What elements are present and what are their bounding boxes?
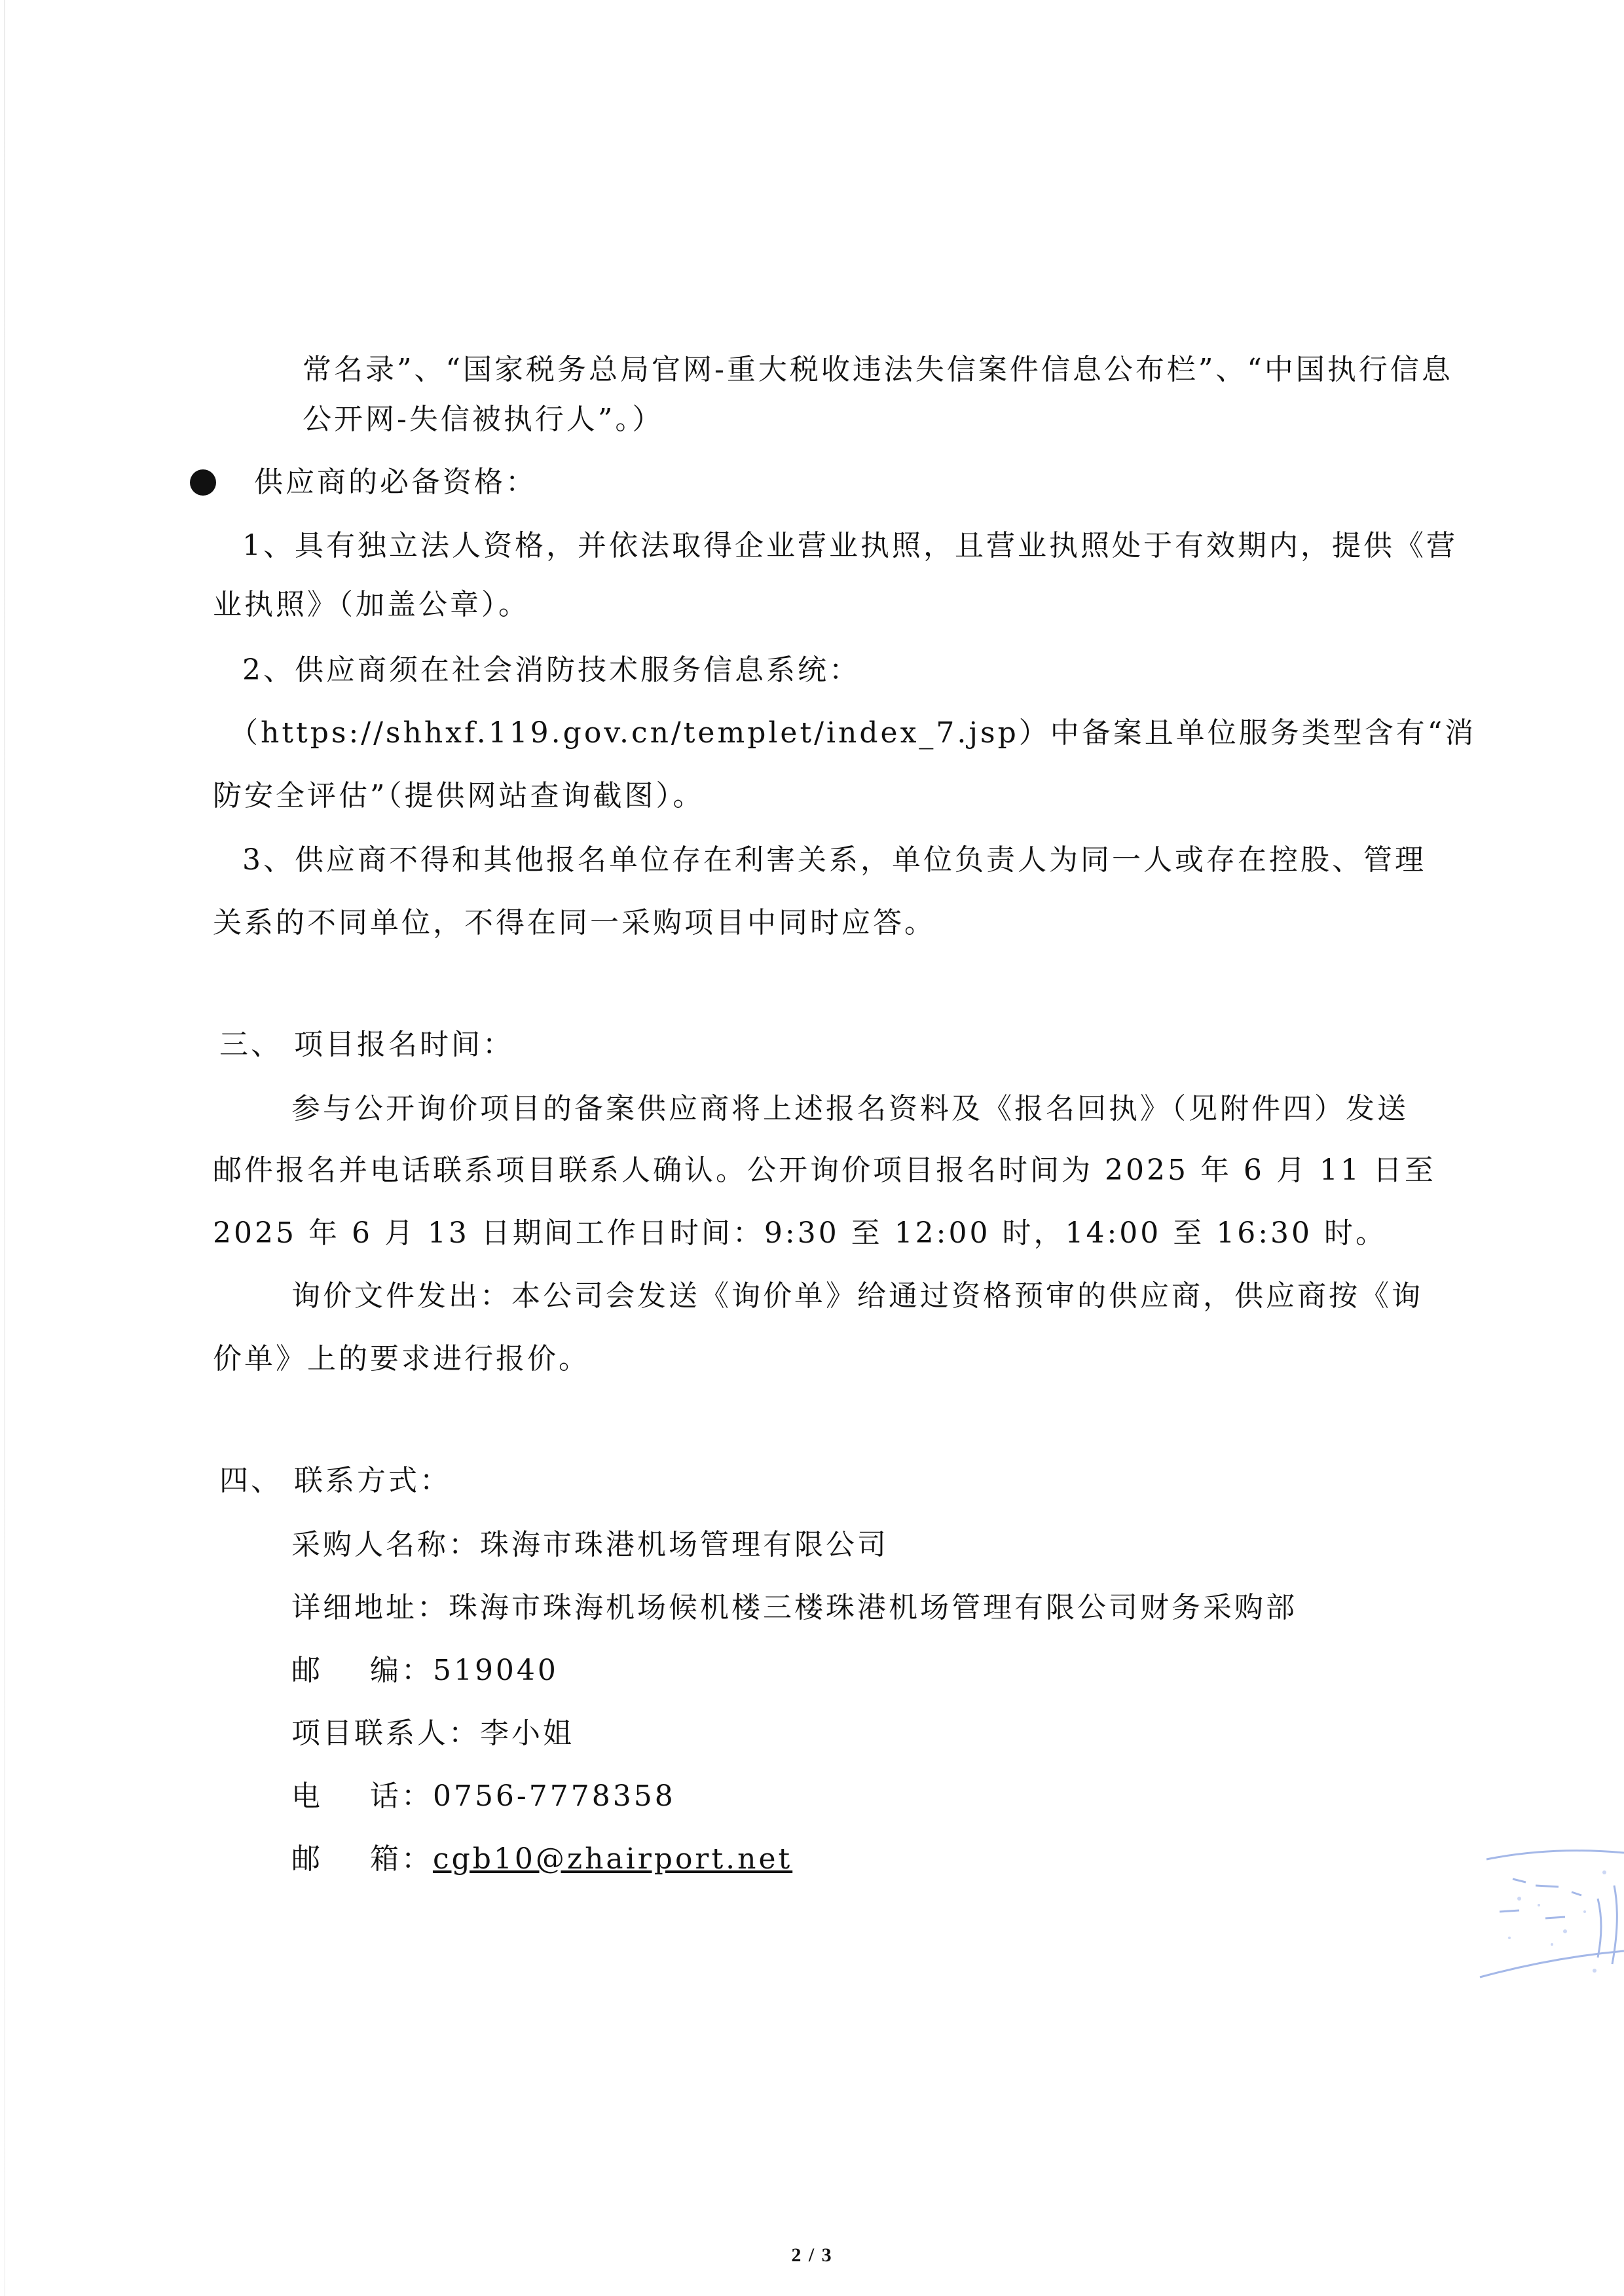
phone-label: 电 话： <box>291 1779 433 1813</box>
postcode-label: 邮 编： <box>291 1654 433 1687</box>
requirements-heading: 供应商的必备资格： <box>254 465 537 499</box>
requirement-2-line-2: （https://shhxf.119.gov.cn/templet/index_7.jsp）中备案且单位服务类型含有“消 <box>229 716 1477 750</box>
section-3-heading: 三、 项目报名时间： <box>219 1028 514 1061</box>
seal-stamp-partial <box>1473 1833 1624 2003</box>
postcode-row <box>291 1651 559 1690</box>
continued-text-line-1: 常名录”、“国家税务总局官网-重大税收违法失信案件信息公布栏”、“中国执行信息 <box>303 353 1453 386</box>
continued-text-line-2: 公开网-失信被执行人”。） <box>303 403 664 436</box>
phone-value: 0756-7778358 <box>432 1779 676 1813</box>
section-3-paragraph-1-line-3: 2025 年 6 月 13 日期间工作日时间：9:30 至 12:00 时，14:00 至 16:30 时。 <box>213 1216 1388 1250</box>
section-3-paragraph-2-line-2: 价单》上的要求进行报价。 <box>213 1342 590 1376</box>
phone-row <box>291 1777 676 1816</box>
requirement-3-line-1: 3、供应商不得和其他报名单位存在利害关系，单位负责人为同一人或存在控股、管理 <box>242 843 1426 877</box>
email-label: 邮 箱： <box>291 1842 433 1876</box>
requirement-3-line-2: 关系的不同单位，不得在同一采购项目中同时应答。 <box>213 906 936 939</box>
page-number: 2 / 3 <box>791 2244 833 2266</box>
requirement-1-line-1: 1、具有独立法人资格，并依法取得企业营业执照，且营业执照处于有效期内，提供《营 <box>242 529 1458 562</box>
section-4-heading: 四、 联系方式： <box>219 1464 451 1497</box>
section-3-paragraph-2-line-1: 询价文件发出：本公司会发送《询价单》给通过资格预审的供应商，供应商按《询 <box>291 1279 1423 1313</box>
purchaser-name: 采购人名称：珠海市珠港机场管理有限公司 <box>291 1528 889 1561</box>
contact-person: 项目联系人：李小姐 <box>291 1717 574 1750</box>
email-row <box>291 1840 792 1879</box>
requirement-2-line-1: 2、供应商须在社会消防技术服务信息系统： <box>242 653 860 687</box>
section-3-paragraph-1-line-2: 邮件报名并电话联系项目联系人确认。公开询价项目报名时间为 2025 年 6 月 11 日至 <box>213 1154 1436 1187</box>
bullet-icon <box>190 469 216 496</box>
address: 详细地址：珠海市珠海机场候机楼三楼珠港机场管理有限公司财务采购部 <box>291 1591 1297 1624</box>
scan-edge <box>4 0 5 2296</box>
requirement-2-line-3: 防安全评估”（提供网站查询截图）。 <box>213 779 705 812</box>
section-3-paragraph-1-line-1: 参与公开询价项目的备案供应商将上述报名资料及《报名回执》（见附件四）发送 <box>291 1092 1409 1125</box>
email-link[interactable]: cgb10@zhairport.net <box>432 1842 793 1876</box>
postcode-value: 519040 <box>432 1654 559 1687</box>
requirement-1-line-2: 业执照》（加盖公章）。 <box>213 588 530 621</box>
